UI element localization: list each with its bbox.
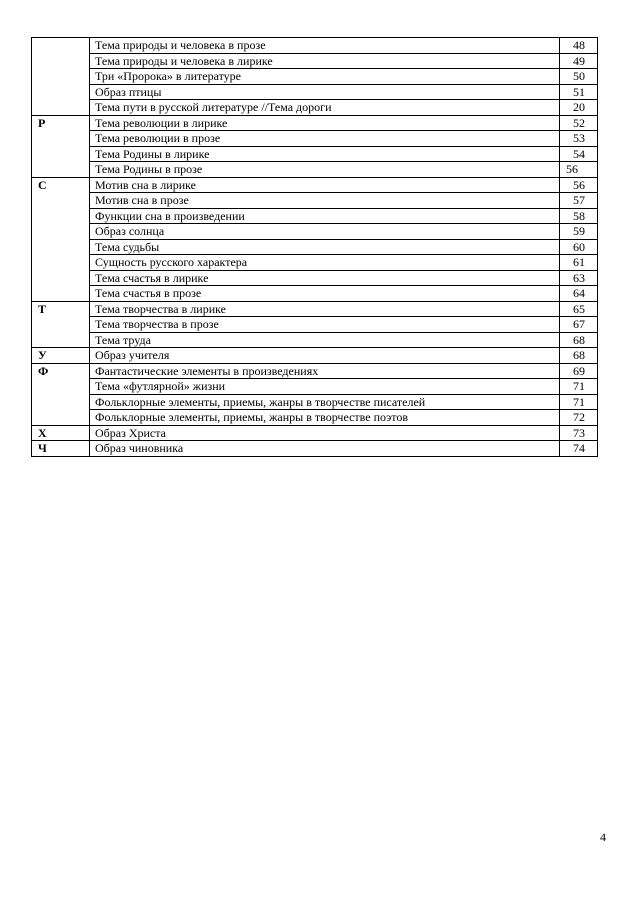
section-letter <box>32 379 90 395</box>
entry-title: Тема пути в русской литературе //Тема дороги <box>90 100 560 116</box>
entry-page: 68 <box>560 332 598 348</box>
entry-title: Образ чиновника <box>90 441 560 457</box>
table-row <box>32 53 598 69</box>
entry-title: Тема природы и человека в прозе <box>90 38 560 54</box>
section-letter <box>32 38 90 54</box>
entry-title: Тема труда <box>90 332 560 348</box>
section-letter <box>32 394 90 410</box>
section-letter: Т <box>32 301 90 317</box>
section-letter: Ф <box>32 363 90 379</box>
table-row <box>32 425 598 441</box>
entry-title: Образ солнца <box>90 224 560 240</box>
entry-title: Образ птицы <box>90 84 560 100</box>
entry-title: Три «Пророка» в литературе <box>90 69 560 85</box>
entry-page: 54 <box>560 146 598 162</box>
section-letter: У <box>32 348 90 364</box>
section-letter <box>32 131 90 147</box>
table-row <box>32 410 598 426</box>
table-row <box>32 193 598 209</box>
entry-page: 49 <box>560 53 598 69</box>
section-letter: Х <box>32 425 90 441</box>
table-row <box>32 301 598 317</box>
entry-title: Мотив сна в прозе <box>90 193 560 209</box>
entry-page: 53 <box>560 131 598 147</box>
entry-title: Фольклорные элементы, приемы, жанры в творчестве писателей <box>90 394 560 410</box>
table-row <box>32 208 598 224</box>
entry-page: 64 <box>560 286 598 302</box>
section-letter <box>32 317 90 333</box>
table-row <box>32 394 598 410</box>
section-letter <box>32 146 90 162</box>
entry-page: 20 <box>560 100 598 116</box>
entry-page: 69 <box>560 363 598 379</box>
table-row <box>32 441 598 457</box>
section-letter: Р <box>32 115 90 131</box>
section-letter <box>32 69 90 85</box>
entry-page: 72 <box>560 410 598 426</box>
entry-title: Фантастические элементы в произведениях <box>90 363 560 379</box>
section-letter <box>32 332 90 348</box>
table-row <box>32 38 598 54</box>
section-letter <box>32 162 90 178</box>
entry-title: Тема счастья в лирике <box>90 270 560 286</box>
table-row <box>32 379 598 395</box>
section-letter: Ч <box>32 441 90 457</box>
section-letter <box>32 208 90 224</box>
entry-page: 63 <box>560 270 598 286</box>
entry-page: 56 <box>560 177 598 193</box>
entry-page: 67 <box>560 317 598 333</box>
entry-title: Функции сна в произведении <box>90 208 560 224</box>
entry-page: 74 <box>560 441 598 457</box>
entry-page: 71 <box>560 379 598 395</box>
entry-page: 52 <box>560 115 598 131</box>
entry-title: Тема природы и человека в лирике <box>90 53 560 69</box>
entry-page: 51 <box>560 84 598 100</box>
section-letter: С <box>32 177 90 193</box>
entry-page: 58 <box>560 208 598 224</box>
entry-page: 60 <box>560 239 598 255</box>
entry-page: 71 <box>560 394 598 410</box>
table-row <box>32 84 598 100</box>
table-row <box>32 270 598 286</box>
section-letter <box>32 270 90 286</box>
entry-page: 50 <box>560 69 598 85</box>
section-letter <box>32 100 90 116</box>
toc-body <box>32 38 598 457</box>
section-letter <box>32 410 90 426</box>
section-letter <box>32 53 90 69</box>
entry-page: 73 <box>560 425 598 441</box>
entry-title: Тема счастья в прозе <box>90 286 560 302</box>
section-letter <box>32 286 90 302</box>
table-row <box>32 363 598 379</box>
entry-title: Тема Родины в прозе <box>90 162 560 178</box>
entry-title: Тема творчества в прозе <box>90 317 560 333</box>
entry-page: 65 <box>560 301 598 317</box>
entry-title: Фольклорные элементы, приемы, жанры в творчестве поэтов <box>90 410 560 426</box>
section-letter <box>32 224 90 240</box>
entry-title: Тема революции в прозе <box>90 131 560 147</box>
table-row <box>32 69 598 85</box>
page-number: 4 <box>600 830 606 844</box>
entry-title: Тема судьбы <box>90 239 560 255</box>
entry-page: 68 <box>560 348 598 364</box>
table-of-contents <box>31 37 598 457</box>
entry-page: 57 <box>560 193 598 209</box>
entry-title: Образ Христа <box>90 425 560 441</box>
table-row <box>32 177 598 193</box>
table-row <box>32 286 598 302</box>
table-row <box>32 224 598 240</box>
table-row <box>32 115 598 131</box>
section-letter <box>32 193 90 209</box>
entry-page: 61 <box>560 255 598 271</box>
table-row <box>32 348 598 364</box>
entry-title: Образ учителя <box>90 348 560 364</box>
section-letter <box>32 239 90 255</box>
table-row <box>32 131 598 147</box>
entry-title: Тема творчества в лирике <box>90 301 560 317</box>
table-row <box>32 317 598 333</box>
entry-page: 56 <box>560 162 598 178</box>
table-row <box>32 100 598 116</box>
entry-title: Тема «футлярной» жизни <box>90 379 560 395</box>
entry-page: 59 <box>560 224 598 240</box>
table-row <box>32 255 598 271</box>
entry-title: Сущность русского характера <box>90 255 560 271</box>
entry-title: Мотив сна в лирике <box>90 177 560 193</box>
entry-title: Тема Родины в лирике <box>90 146 560 162</box>
entry-page: 48 <box>560 38 598 54</box>
entry-title: Тема революции в лирике <box>90 115 560 131</box>
table-row <box>32 332 598 348</box>
table-row <box>32 146 598 162</box>
table-row <box>32 239 598 255</box>
section-letter <box>32 255 90 271</box>
table-row <box>32 162 598 178</box>
section-letter <box>32 84 90 100</box>
